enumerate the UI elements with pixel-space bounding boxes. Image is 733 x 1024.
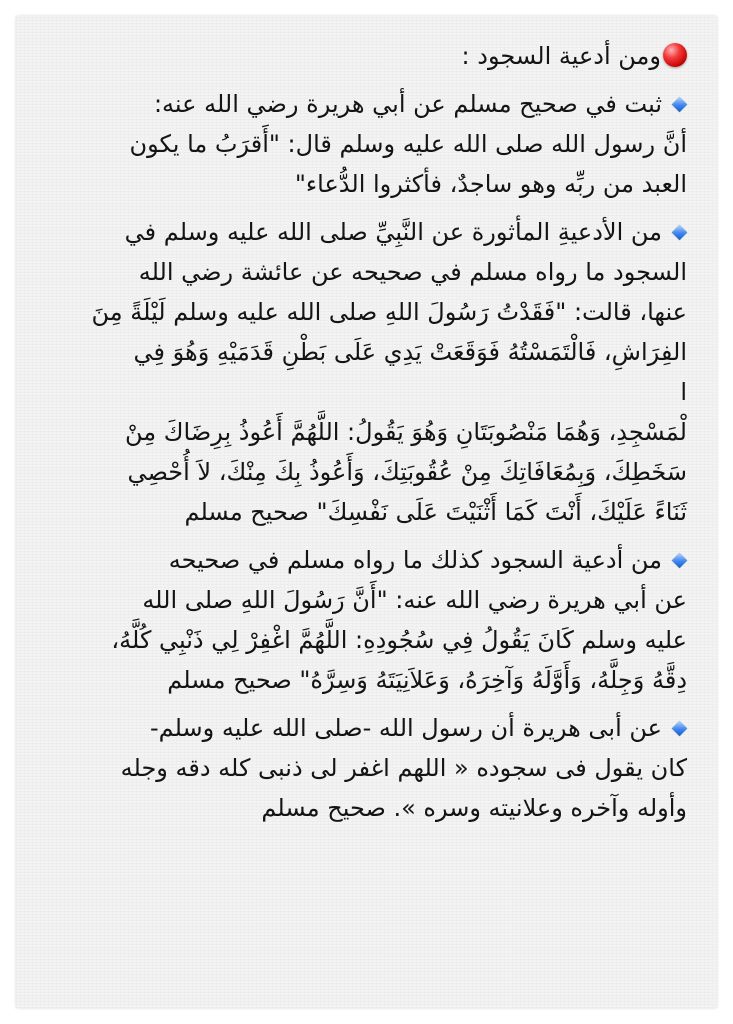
heading-text: ومن أدعية السجود : xyxy=(461,42,661,70)
note-content xyxy=(70,36,687,836)
red-circle-icon xyxy=(663,43,687,67)
section-heading xyxy=(70,36,687,76)
paragraph-line: عليه وسلم كَانَ يَقُولُ فِي سُجُودِهِ: اللَّهُمَّ اغْفِرْ لِي ذَنْبِي كُلَّهُ، xyxy=(111,626,687,654)
paragraph-line: السجود ما رواه مسلم في صحيحه عن عائشة رضي الله xyxy=(138,258,687,286)
paragraph-line: وأوله وآخره وعلانيته وسره ». صحيح مسلم xyxy=(261,794,687,822)
paragraph-line: عن أبي هريرة رضي الله عنه: "أَنَّ رَسُولَ اللهِ صلى الله xyxy=(142,586,687,614)
blue-diamond-icon xyxy=(672,97,688,113)
paragraph-3 xyxy=(70,540,687,700)
paragraph-line: ثبت في صحيح مسلم عن أبي هريرة رضي الله عنه: xyxy=(153,90,662,118)
note-page xyxy=(16,16,717,1008)
paragraph-line: دِقَّهُ وَجِلَّهُ، وَأَوَّلَهُ وَآخِرَهُ، وَعَلاَنِيَتَهُ وَسِرَّهُ" صحيح مسلم xyxy=(167,666,687,694)
paragraph-line: أنَّ رسول الله صلى الله عليه وسلم قال: "أَقرَبُ ما يكون xyxy=(129,130,687,158)
paragraph-line: كان يقول فى سجوده « اللهم اغفر لى ذنبى كله دقه وجله xyxy=(120,754,687,782)
paragraph-line: الفِرَاشِ، فَالْتَمَسْتُهُ فَوَقَعَتْ يَدِي عَلَى بَطْنِ قَدَمَيْهِ وَهُوَ فِي xyxy=(133,338,687,366)
paragraph-line: ا xyxy=(680,378,687,406)
paragraph-line: من الأدعيةِ المأثورة عن النَّبِيِّ صلى الله عليه وسلم في xyxy=(124,218,662,246)
blue-diamond-icon xyxy=(672,721,688,737)
paragraph-line: العبد من ربِّه وهو ساجدٌ، فأكثروا الدُّعاء" xyxy=(294,170,687,198)
paragraph-1 xyxy=(70,84,687,204)
paragraph-line: سَخَطِكَ، وَبِمُعَافَاتِكَ مِنْ عُقُوبَتِكَ، وَأَعُوذُ بِكَ مِنْكَ، لاَ أُحْصِي xyxy=(127,458,687,486)
blue-diamond-icon xyxy=(672,553,688,569)
paragraph-line: من أدعية السجود كذلك ما رواه مسلم في صحيحه xyxy=(168,546,662,574)
paragraph-line: ثَنَاءً عَلَيْكَ، أَنْتَ كَمَا أَثْنَيْتَ عَلَى نَفْسِكَ" صحيح مسلم xyxy=(184,498,687,526)
paragraph-line: لْمَسْجِدِ، وَهُمَا مَنْصُوبَتَانِ وَهُوَ يَقُولُ: اللَّهُمَّ أَعُوذُ بِرِضَاكَ مِنْ xyxy=(124,418,687,446)
paragraph-line: عن أبى هريرة أن رسول الله -صلى الله عليه وسلم- xyxy=(149,714,662,742)
paragraph-line: عنها، قالت: "فَقَدْتُ رَسُولَ اللهِ صلى الله عليه وسلم لَيْلَةً مِنَ xyxy=(91,298,687,326)
blue-diamond-icon xyxy=(672,225,688,241)
paragraph-2 xyxy=(70,212,687,532)
paragraph-4 xyxy=(70,708,687,828)
